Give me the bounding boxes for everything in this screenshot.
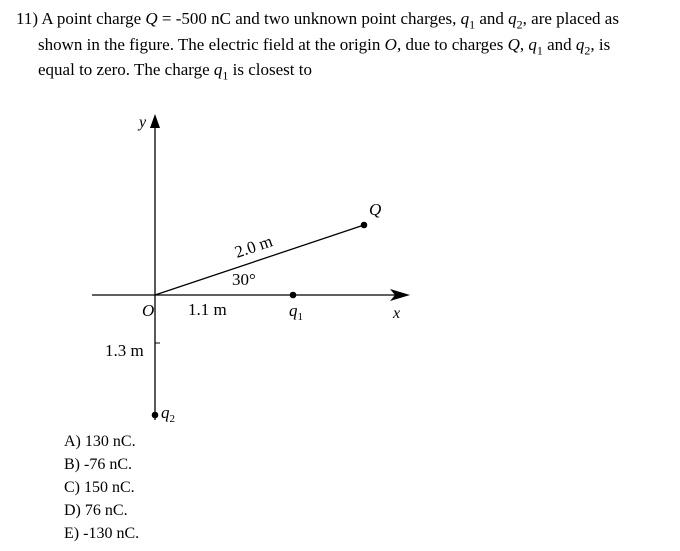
charge-Q-label: Q	[369, 200, 382, 219]
answer-choice[interactable]: D) 76 nC.	[64, 502, 128, 519]
distance-q1-label: 1.1 m	[188, 300, 227, 319]
question-line-3: equal to zero. The charge $q_1$ is closest to	[38, 60, 312, 83]
distance-Q-label: 2.0 m	[232, 231, 276, 262]
charge-q2-label: $q_2$	[161, 403, 175, 425]
charge-q1-dot	[290, 292, 297, 299]
question-number: 11)	[16, 9, 39, 28]
y-axis-label: y	[139, 114, 147, 131]
origin-label: O	[142, 301, 155, 320]
charge-Q-dot	[361, 222, 368, 229]
question-line-2: shown in the figure. The electric field at the origin O, due to charges Q, $q_1$ and $q_2$, is	[38, 34, 611, 57]
answer-choice[interactable]: E) -130 nC.	[64, 525, 140, 542]
question-line-1: 11) A point charge Q = -500 nC and two unknown point charges, $q_1$ and $q_2$, are placed as	[16, 9, 619, 32]
answer-choices	[64, 430, 139, 545]
x-axis-label: x	[393, 305, 401, 322]
charge-q2-dot	[152, 412, 159, 419]
angle-label: 30°	[232, 270, 256, 289]
answer-choice[interactable]: A) 130 nC.	[64, 433, 136, 450]
charge-q1-label: $q_1$	[289, 301, 303, 323]
distance-q2-label: 1.3 m	[105, 341, 144, 360]
y-axis-arrowhead	[150, 114, 160, 128]
answer-choice[interactable]: B) -76 nC.	[64, 456, 132, 473]
answer-choice[interactable]: C) 150 nC.	[64, 479, 135, 496]
